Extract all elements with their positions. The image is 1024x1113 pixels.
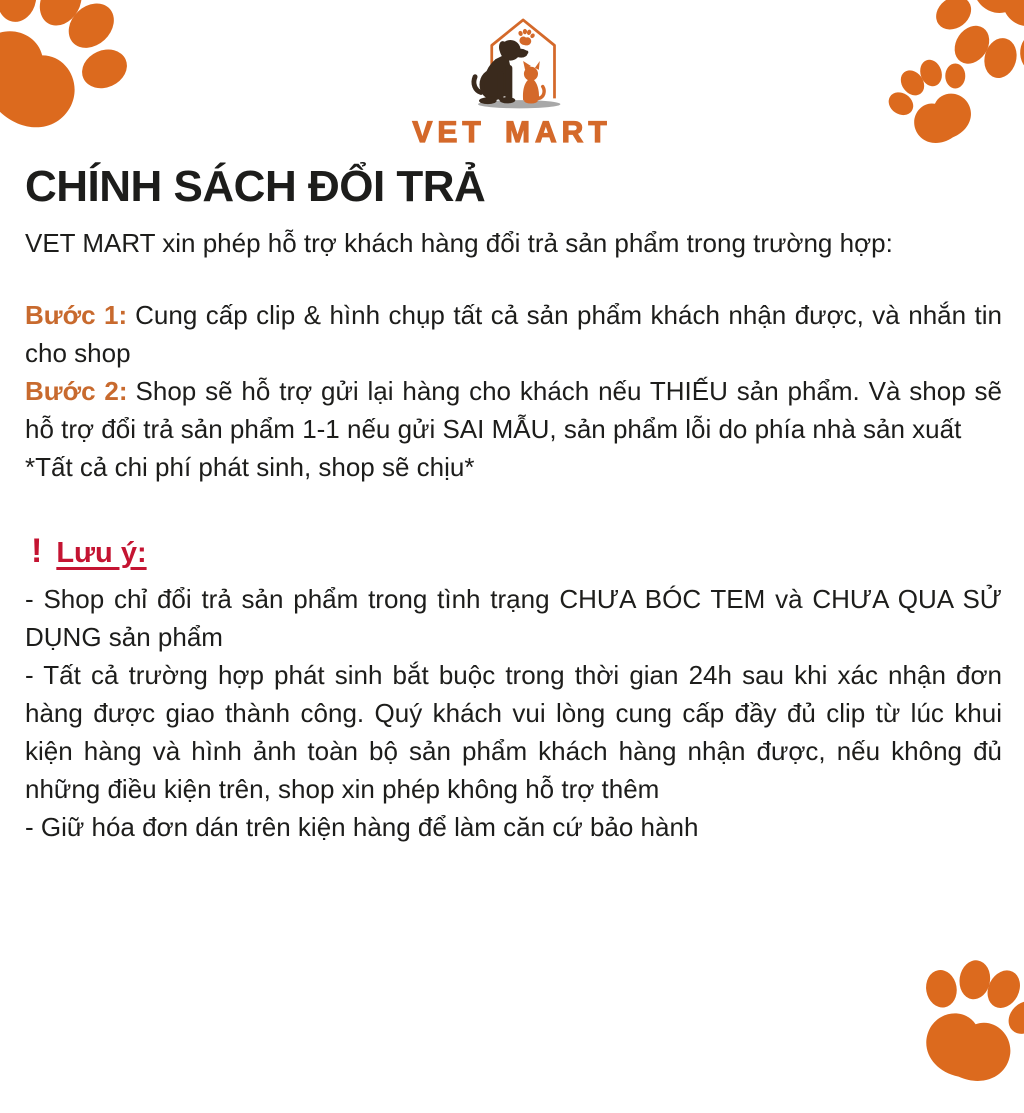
paw-icon xyxy=(515,27,536,46)
cat-silhouette-icon xyxy=(523,61,544,103)
page-title: CHÍNH SÁCH ĐỔI TRẢ xyxy=(25,162,486,211)
step-1-label: Bước 1: xyxy=(25,300,128,330)
note-item: - Tất cả trường hợp phát sinh bắt buộc trong thời gian 24h sau khi xác nhận đơn hàng được giao thành công. Quý khách vui lòng cung cấp đầy đủ clip từ lúc khui kiện hàng và hình ảnh toàn bộ sản phẩm khách hàng nhận được, nếu không đủ những điều kiện trên, shop xin phép không hỗ trợ thêm xyxy=(25,660,1002,804)
dog-silhouette-icon xyxy=(474,40,528,104)
notes-title: Lưu ý: xyxy=(56,537,147,569)
step-1 xyxy=(25,296,1002,372)
step-2 xyxy=(25,372,1002,448)
brand-logo xyxy=(412,14,611,150)
brand-wordmark: VET MART xyxy=(412,116,612,149)
step-1-text: Cung cấp clip & hình chụp tất cả sản phẩm khách nhận được, và nhắn tin cho shop xyxy=(25,300,1002,368)
policy-content xyxy=(25,162,1002,846)
fee-note: *Tất cả chi phí phát sinh, shop sẽ chịu* xyxy=(25,452,475,482)
step-2-text: Shop sẽ hỗ trợ gửi lại hàng cho khách nếu THIẾU sản phẩm. Và shop sẽ hỗ trợ đổi trả sản phẩm 1-1 nếu gửi SAI MẪU, sản phẩm lỗi do phía nhà sản xuất xyxy=(25,376,1002,444)
note-item: - Shop chỉ đổi trả sản phẩm trong tình trạng CHƯA BÓC TEM và CHƯA QUA SỬ DỤNG sản phẩm xyxy=(25,584,1002,652)
intro-text: VET MART xin phép hỗ trợ khách hàng đổi trả sản phẩm trong trường hợp: xyxy=(25,228,893,258)
notes-heading xyxy=(25,532,1002,572)
exclamation-mark: ! xyxy=(31,532,43,570)
vetmart-house-pets-icon xyxy=(448,14,576,114)
paw-print-icon xyxy=(885,930,1024,1113)
step-2-label: Bước 2: xyxy=(25,376,128,406)
note-item: - Giữ hóa đơn dán trên kiện hàng để làm căn cứ bảo hành xyxy=(25,812,699,842)
paw-print-icon xyxy=(0,0,174,182)
